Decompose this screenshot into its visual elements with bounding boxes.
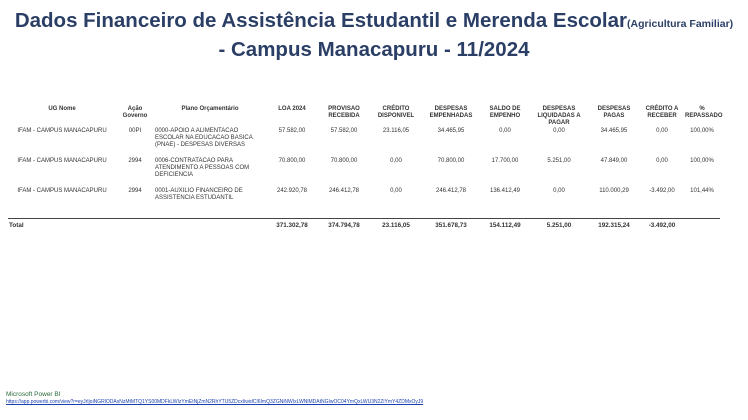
cell-credito-disponivel: 0,00 <box>390 188 402 194</box>
report-title-main: Dados Financeiro de Assistência Estudantil e Merenda Escolar <box>14 9 627 32</box>
cell-saldo-empenho: 0,00 <box>499 128 511 134</box>
cell-repassado: 101,44% <box>690 188 714 194</box>
financial-table <box>8 106 723 232</box>
cell-repassado: 100,00% <box>690 158 714 164</box>
table-row[interactable] <box>8 188 720 219</box>
column-header-repassado[interactable]: % REPASSADO <box>685 106 723 119</box>
total-repassado <box>684 219 720 233</box>
cell-repassado: 100,00% <box>690 128 714 134</box>
column-header-acao-governo[interactable]: Ação Governo <box>122 106 148 119</box>
cell-despesas-liquidadas: 5.251,00 <box>547 158 571 164</box>
table-row[interactable] <box>8 128 720 158</box>
column-header-credito-disponivel[interactable]: CRÉDITO DISPONIVEL <box>377 106 415 119</box>
column-header-ug-nome[interactable]: UG Nome <box>48 106 76 112</box>
cell-acao-governo: 2994 <box>128 158 142 164</box>
column-header-despesas-empenhadas[interactable]: DESPESAS EMPENHADAS <box>429 106 473 119</box>
cell-credito-disponivel: 0,00 <box>390 158 402 164</box>
cell-ug-nome: IFAM - CAMPUS MANACAPURU <box>17 158 107 164</box>
total-plano-orcamentario <box>154 219 266 233</box>
cell-plano-orcamentario: 0001-AUXILIO FINANCEIRO DE ASSISTENCIA ESTUDANTIL <box>155 188 243 201</box>
cell-credito-receber: -3.492,00 <box>649 188 675 194</box>
cell-credito-disponivel: 23.116,05 <box>382 128 410 134</box>
cell-credito-receber: 0,00 <box>656 128 668 134</box>
column-header-credito-receber[interactable]: CRÉDITO A RECEBER <box>645 106 679 119</box>
column-header-plano-orcamentario[interactable]: Plano Orçamentário <box>181 106 239 112</box>
cell-despesas-pagas: 34.465,95 <box>600 128 628 134</box>
column-header-provisao-recebida[interactable]: PROVISAO RECEBIDA <box>328 106 360 119</box>
cell-loa: 70.800,00 <box>278 158 306 164</box>
powerbi-report-url-link[interactable]: https://app.powerbi.com/view?r=eyJrIjoiNGRlODAxNzMtMTQ1YS00MDFkLWIzYmEtNjZmN2RhYTU5ZDcxIiwidCI6ImQ3ZGNiNWIxLWNlMDAtNGIwOC04YmQxLWU3N2ZiYmY4ZDMxOyJ9 <box>6 399 424 405</box>
total-despesas-pagas: 192.315,24 <box>588 219 640 233</box>
column-header-despesas-pagas[interactable]: DESPESAS PAGAS <box>597 106 631 119</box>
cell-despesas-liquidadas: 0,00 <box>553 128 565 134</box>
cell-saldo-empenho: 136.412,49 <box>489 188 521 194</box>
cell-provisao-recebida: 70.800,00 <box>330 158 358 164</box>
total-acao-governo <box>116 219 154 233</box>
cell-acao-governo: 2994 <box>128 188 142 194</box>
powerbi-brand-link[interactable]: Microsoft Power BI <box>6 391 61 398</box>
cell-plano-orcamentario: 0000-APOIO A ALIMENTACAO ESCOLAR NA EDUCACAO BASICA (PNAE) - DESPESAS DIVERSAS <box>155 128 253 148</box>
table-total-row <box>8 219 720 233</box>
cell-provisao-recebida: 246.412,78 <box>328 188 360 194</box>
cell-credito-receber: 0,00 <box>656 158 668 164</box>
cell-despesas-empenhadas: 70.800,00 <box>437 158 465 164</box>
total-despesas-empenhadas: 351.678,73 <box>422 219 480 233</box>
total-saldo-empenho: 154.112,49 <box>480 219 530 233</box>
cell-despesas-liquidadas: 0,00 <box>553 188 565 194</box>
cell-provisao-recebida: 57.582,00 <box>330 128 358 134</box>
cell-loa: 242.920,78 <box>276 188 308 194</box>
cell-despesas-empenhadas: 246.412,78 <box>435 188 467 194</box>
cell-ug-nome: IFAM - CAMPUS MANACAPURU <box>17 188 107 194</box>
column-header-loa[interactable]: LOA 2024 <box>278 106 306 112</box>
cell-loa: 57.582,00 <box>278 128 306 134</box>
report-title <box>0 8 748 63</box>
report-title-sub: (Agricultura Familiar) <box>626 18 734 30</box>
cell-acao-governo: 00PI <box>128 128 142 134</box>
report-title-campus: - Campus Manacapuru - 11/2024 <box>218 38 530 61</box>
column-header-saldo-empenho[interactable]: SALDO DE EMPENHO <box>489 106 521 119</box>
total-loa: 371.302,78 <box>266 219 318 233</box>
table-header-row <box>8 106 720 128</box>
column-header-despesas-liquidadas[interactable]: DESPESAS LIQUIDADAS A PAGAR <box>537 106 581 126</box>
cell-despesas-pagas: 47.849,00 <box>600 158 628 164</box>
cell-plano-orcamentario: 0006-CONTRATACAO PARA ATENDIMENTO A PESSOAS COM DEFICIENCIA <box>155 158 250 178</box>
cell-saldo-empenho: 17.700,00 <box>491 158 519 164</box>
cell-despesas-empenhadas: 34.465,95 <box>437 128 465 134</box>
total-provisao-recebida: 374.794,78 <box>318 219 370 233</box>
total-credito-disponivel: 23.116,05 <box>370 219 422 233</box>
total-label: Total <box>8 219 116 233</box>
total-despesas-liquidadas: 5.251,00 <box>530 219 588 233</box>
cell-ug-nome: IFAM - CAMPUS MANACAPURU <box>17 128 107 134</box>
table-row[interactable] <box>8 158 720 188</box>
total-credito-receber: -3.492,00 <box>640 219 684 233</box>
cell-despesas-pagas: 110.000,29 <box>599 188 629 194</box>
